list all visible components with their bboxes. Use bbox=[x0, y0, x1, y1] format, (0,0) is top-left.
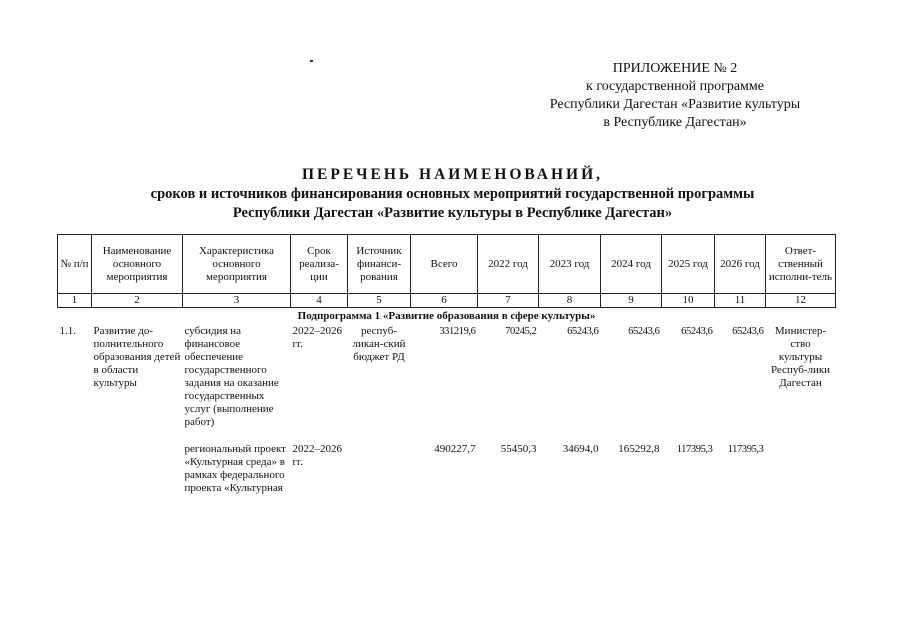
appendix-line: к государственной программе bbox=[586, 79, 764, 94]
document-title bbox=[80, 165, 825, 223]
row-executor: Министер-ство культуры Респуб-лики Дагестан bbox=[770, 325, 831, 389]
table-row bbox=[58, 431, 836, 497]
subprogram-title: Подпрограмма 1 «Развитие образования в сфере культуры» bbox=[297, 310, 596, 322]
row-executor-empty bbox=[766, 431, 836, 497]
row-num-empty bbox=[58, 431, 92, 497]
row-name-empty bbox=[92, 431, 183, 497]
row-2025: 117395,3 bbox=[676, 444, 713, 455]
header-2024: 2024 год bbox=[601, 235, 662, 294]
appendix-line: Республики Дагестан «Развитие культуры bbox=[549, 97, 801, 112]
row-2025: 65243,6 bbox=[681, 326, 713, 337]
header-source: Источник финанси-рования bbox=[348, 235, 411, 294]
row-2024: 165292,8 bbox=[618, 443, 660, 455]
header-row bbox=[58, 235, 836, 294]
subprogram-row bbox=[58, 308, 836, 324]
appendix-line: в Республике Дагестан» bbox=[603, 115, 747, 130]
row-total: 490227,7 bbox=[434, 443, 476, 455]
header-num: № п/п bbox=[58, 235, 92, 294]
header-total: Всего bbox=[411, 235, 478, 294]
column-number: 11 bbox=[715, 294, 766, 308]
header-2026: 2026 год bbox=[715, 235, 766, 294]
column-number: 4 bbox=[291, 294, 348, 308]
row-characteristic: субсидия на финансовое обеспечение государственного задания на оказание государственных услуг (выполнение работ) bbox=[184, 325, 279, 428]
title-subtitle: Республики Дагестан «Развитие культуры в Республике Дагестан» bbox=[232, 205, 673, 221]
scan-speck bbox=[310, 60, 313, 62]
appendix-header bbox=[520, 60, 830, 132]
row-term: 2022–2026 гг. bbox=[292, 443, 342, 468]
measures-table bbox=[57, 234, 836, 497]
header-characteristic: Характеристика основного мероприятия bbox=[183, 235, 291, 294]
column-number: 12 bbox=[766, 294, 836, 308]
row-source: респуб-ликан-ский бюджет РД bbox=[352, 325, 406, 363]
title-main: ПЕРЕЧЕНЬ НАИМЕНОВАНИЙ, bbox=[301, 166, 604, 183]
column-number: 8 bbox=[539, 294, 601, 308]
row-2026: 65243,6 bbox=[732, 326, 764, 337]
row-characteristic: региональный проект «Культурная среда» в рамках федерального проекта «Культурная bbox=[184, 443, 286, 494]
table-row bbox=[58, 323, 836, 431]
column-number: 9 bbox=[601, 294, 662, 308]
header-term: Срок реализа-ции bbox=[291, 235, 348, 294]
row-2026: 117395,3 bbox=[727, 444, 764, 455]
row-2022: 70245,2 bbox=[505, 326, 537, 337]
row-2023: 34694,0 bbox=[562, 443, 599, 455]
row-num: 1.1. bbox=[59, 325, 76, 337]
column-number: 2 bbox=[92, 294, 183, 308]
header-executor: Ответ-ственный исполни-тель bbox=[766, 235, 836, 294]
column-number-row bbox=[58, 294, 836, 308]
row-total: 331219,6 bbox=[439, 326, 476, 337]
column-number: 1 bbox=[58, 294, 92, 308]
header-2023: 2023 год bbox=[539, 235, 601, 294]
column-number: 10 bbox=[662, 294, 715, 308]
column-number: 5 bbox=[348, 294, 411, 308]
appendix-title: ПРИЛОЖЕНИЕ № 2 bbox=[612, 61, 738, 76]
row-2023: 65243,6 bbox=[567, 326, 599, 337]
row-source-empty bbox=[348, 431, 411, 497]
title-subtitle: сроков и источников финансирования основных мероприятий государственной программы bbox=[150, 186, 755, 202]
column-number: 6 bbox=[411, 294, 478, 308]
header-name: Наименование основного мероприятия bbox=[92, 235, 183, 294]
column-number: 7 bbox=[478, 294, 539, 308]
header-2025: 2025 год bbox=[662, 235, 715, 294]
row-term: 2022–2026 гг. bbox=[292, 325, 342, 350]
row-name: Развитие до-полнительного образования детей в области культуры bbox=[93, 325, 181, 389]
header-2022: 2022 год bbox=[478, 235, 539, 294]
row-2024: 65243,6 bbox=[628, 326, 660, 337]
row-2022: 55450,3 bbox=[500, 443, 537, 455]
column-number: 3 bbox=[183, 294, 291, 308]
